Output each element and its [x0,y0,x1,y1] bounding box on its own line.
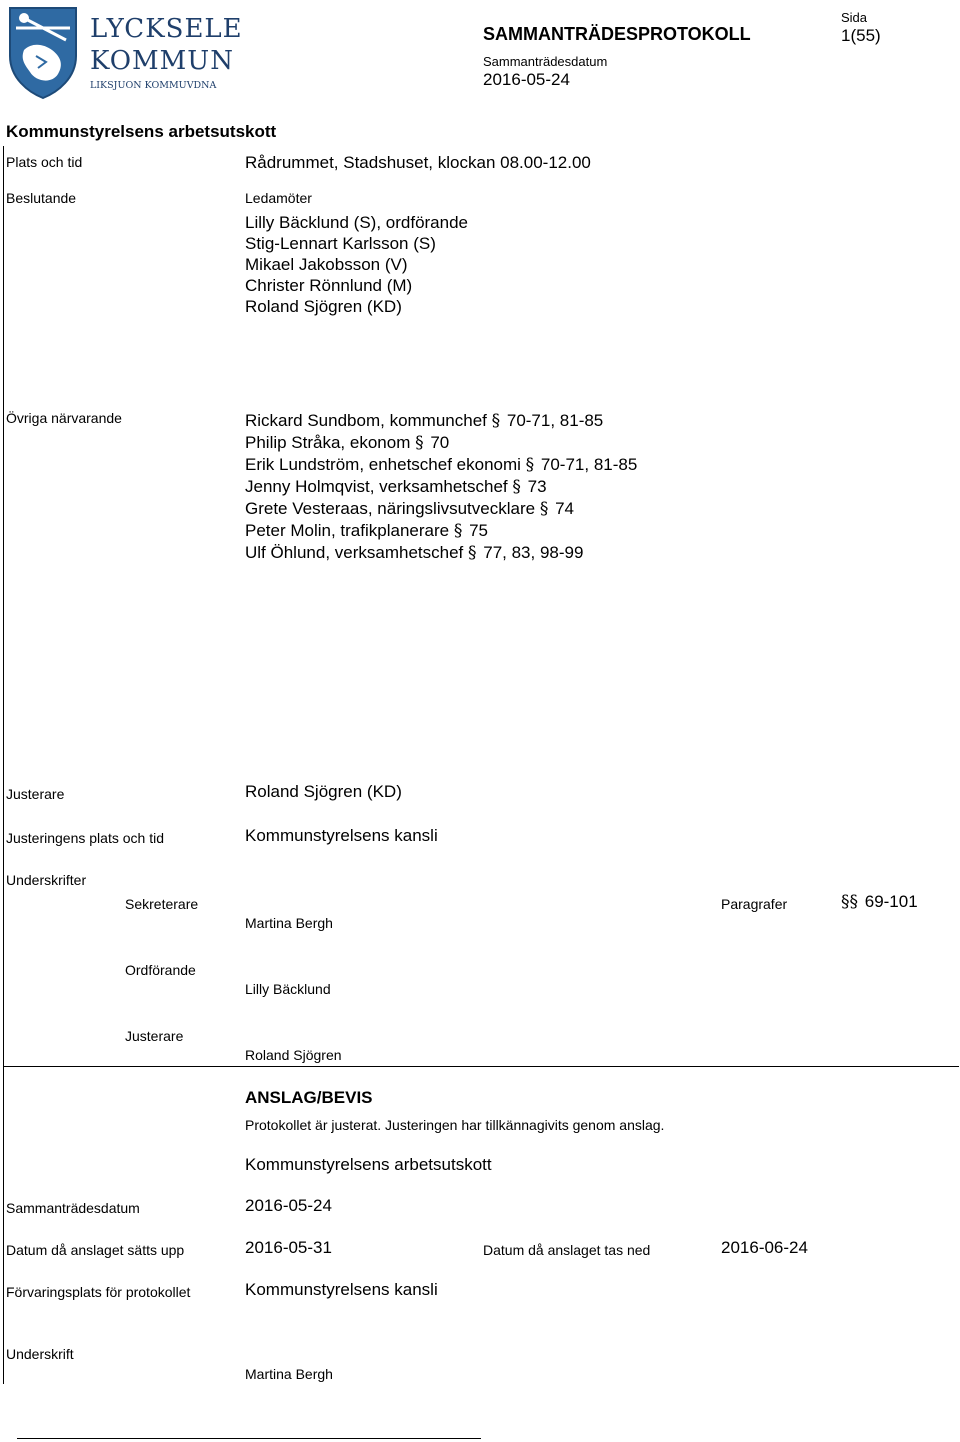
notice-meeting-date: 2016-05-24 [245,1196,332,1215]
adjust-place-label: Justeringens plats och tid [6,830,164,846]
attendee: Erik Lundström, enhetschef ekonomi § 70-71, 81-85 [245,455,638,475]
notice-title: ANSLAG/BEVIS [245,1088,373,1107]
paragraphs-label: Paragrafer [721,896,788,912]
attendee: Jenny Holmqvist, verksamhetschef § 73 [245,477,547,497]
removed-date-label: Datum då anslaget tas ned [483,1242,651,1258]
place-time-value: Rådrummet, Stadshuset, klockan 08.00-12.00 [245,153,591,172]
logo-line-3: LIKSJUON KOMMUVDNA [90,80,217,91]
adjuster-sign-label: Justerare [125,1028,184,1044]
attendee: Philip Stråka, ekonom § 70 [245,433,450,453]
member: Lilly Bäcklund (S), ordförande [245,213,469,232]
storage-label: Förvaringsplats för protokollet [6,1284,191,1300]
notice-body: Kommunstyrelsens arbetsutskott [245,1155,492,1174]
notice-signature-label: Underskrift [6,1346,74,1362]
logo-line-2: KOMMUN [90,46,234,76]
chair-name: Lilly Bäcklund [245,981,331,997]
place-time-label: Plats och tid [6,154,83,170]
removed-date: 2016-06-24 [721,1238,808,1257]
decision-makers-label: Beslutande [6,190,77,206]
section-symbols: §§ [841,892,858,912]
member: Christer Rönnlund (M) [245,276,413,295]
posted-date-label: Datum då anslaget sätts upp [6,1242,185,1258]
signature-divider [3,1066,959,1067]
adjuster-value: Roland Sjögren (KD) [245,782,402,801]
form-left-border [3,146,4,1384]
page-label: Sida [841,10,868,25]
municipality-logo [6,4,243,100]
member: Stig-Lennart Karlsson (S) [245,234,436,253]
storage-value: Kommunstyrelsens kansli [245,1280,438,1299]
members-subheading: Ledamöter [245,190,312,206]
paragraph-range: 69-101 [864,892,918,911]
page-number: 1(55) [841,26,881,45]
adjuster-label: Justerare [6,786,65,802]
others-present-label: Övriga närvarande [6,410,122,426]
signatures-label: Underskrifter [6,872,87,888]
members-list [245,212,468,317]
meeting-date-label: Sammanträdesdatum [483,54,608,69]
meeting-date: 2016-05-24 [483,70,570,89]
attendee: Peter Molin, trafikplanerare § 75 [245,521,488,541]
notice-text: Protokollet är justerat. Justeringen har tillkännagivits genom anslag. [245,1117,665,1133]
coat-of-arms-icon [6,4,80,100]
document-title: SAMMANTRÄDESPROTOKOLL [483,24,751,44]
adjuster-sign-name: Roland Sjögren [245,1047,342,1063]
member: Mikael Jakobsson (V) [245,255,408,274]
attendee: Ulf Öhlund, verksamhetschef § 77, 83, 98-99 [245,543,584,563]
secretary-name: Martina Bergh [245,915,333,931]
adjust-place-value: Kommunstyrelsens kansli [245,826,438,845]
chair-label: Ordförande [125,962,196,978]
secretary-label: Sekreterare [125,896,199,912]
attendee: Rickard Sundbom, kommunchef § 70-71, 81-85 [245,411,604,431]
posted-date: 2016-05-31 [245,1238,332,1257]
logo-line-1: LYCKSELE [90,14,243,44]
notice-signature-name: Martina Bergh [245,1366,333,1382]
others-present-list [245,410,637,564]
attendee: Grete Vesteraas, näringslivsutvecklare § 74 [245,499,574,519]
paragraphs-value [841,892,918,912]
footer-rule [17,1438,481,1439]
committee-heading: Kommunstyrelsens arbetsutskott [6,122,277,141]
notice-meeting-date-label: Sammanträdesdatum [6,1200,140,1216]
member: Roland Sjögren (KD) [245,297,402,316]
